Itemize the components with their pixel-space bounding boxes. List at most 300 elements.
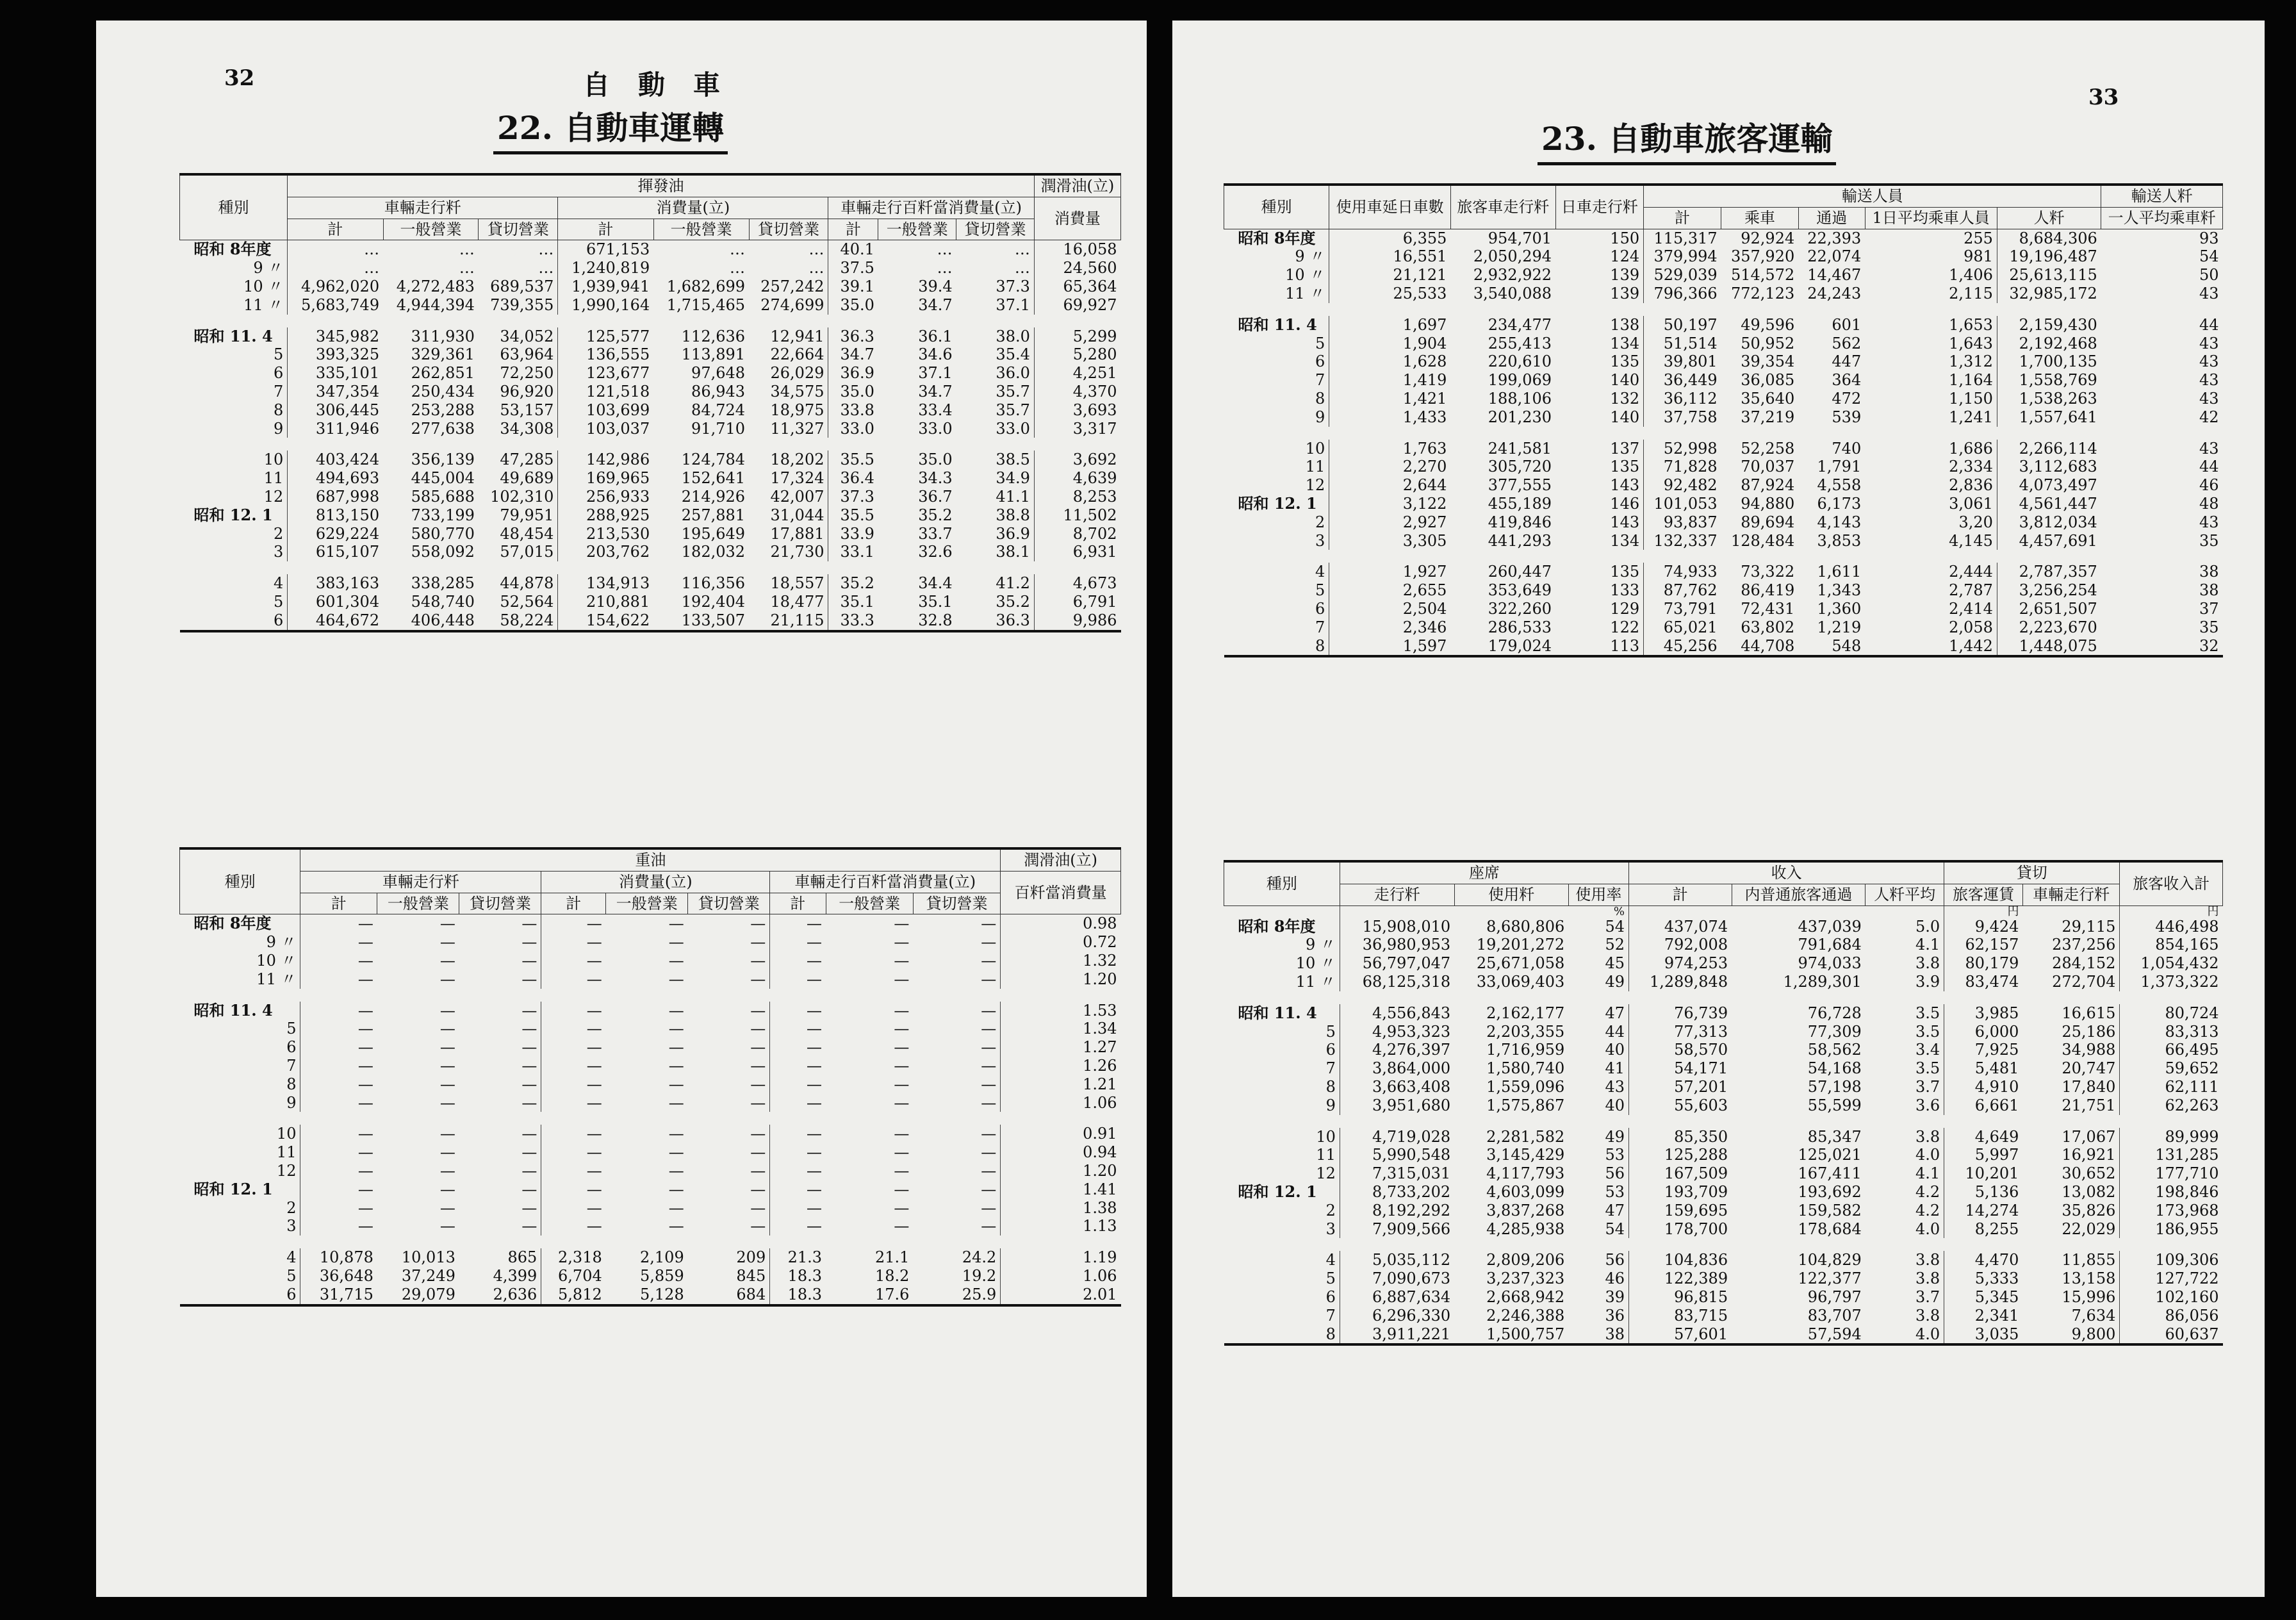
- table-cell: 16,551: [1329, 247, 1451, 266]
- table-cell: 4,276,397: [1340, 1041, 1454, 1059]
- table-cell: —: [770, 1038, 826, 1057]
- table-cell: 34.9: [996, 469, 1030, 488]
- table-cell: 96,920: [500, 382, 554, 401]
- table-cell: 66,495: [2120, 1041, 2223, 1059]
- table-cell: 34,988: [2062, 1041, 2116, 1059]
- table-cell: 41.2: [996, 574, 1030, 593]
- table-cell: …: [937, 240, 953, 259]
- table-cell: —: [981, 1125, 997, 1143]
- table-cell: 255: [1964, 229, 1993, 247]
- passenger-transport-table: [1224, 183, 2223, 657]
- table-cell: 3,540,088: [1473, 284, 1552, 302]
- table-cell: 6,931: [1034, 543, 1120, 561]
- spacer-cell: [180, 989, 1121, 1002]
- table-cell: 277,638: [411, 419, 475, 438]
- table-cell: —: [300, 1217, 377, 1236]
- table-cell: 4,251: [1034, 364, 1120, 383]
- table-cell: 29,115: [2062, 917, 2116, 936]
- table-cell: 104,829: [1798, 1251, 1862, 1269]
- table-cell: 43: [1605, 1077, 1625, 1096]
- table-cell: 974,033: [1798, 954, 1862, 973]
- table-cell: 16,921: [2062, 1146, 2116, 1164]
- table-cell: 140: [1610, 371, 1640, 390]
- table-cell: 37.3: [828, 488, 878, 506]
- table-cell: 1,763: [1329, 440, 1451, 458]
- table-cell: 272,704: [2052, 972, 2116, 991]
- table-cell: 103,037: [558, 420, 653, 438]
- table-cell: 121,518: [558, 383, 653, 401]
- table-cell: 4,603,099: [1486, 1182, 1565, 1201]
- table-cell: 791,684: [1798, 936, 1862, 954]
- table-cell: —: [894, 914, 910, 933]
- row-label: 10: [1316, 1127, 1336, 1146]
- table-cell: 72,431: [1741, 599, 1795, 618]
- table-cell: 601: [1832, 315, 1862, 334]
- table-cell: 2,932,922: [1473, 266, 1552, 285]
- table-cell: 77,309: [1807, 1022, 1862, 1041]
- table-cell: 34.7: [918, 382, 953, 401]
- table-cell: 124,784: [681, 450, 746, 469]
- column-header: 人粁平均: [1866, 884, 1944, 905]
- table-cell: 178,700: [1629, 1220, 1732, 1239]
- table-cell: 539: [1832, 408, 1862, 426]
- table-cell: 322,260: [1488, 599, 1552, 618]
- table-cell: 1,373,322: [2120, 973, 2223, 991]
- table-cell: 11,502: [1034, 506, 1120, 525]
- row-label: 3: [1315, 531, 1325, 550]
- table-cell: 34.7: [828, 345, 878, 364]
- table-cell: 4,673: [1034, 574, 1120, 593]
- table-cell: 792,008: [1629, 936, 1732, 954]
- table-cell: 48: [2199, 494, 2219, 513]
- table-cell: 39: [1605, 1287, 1625, 1306]
- table-cell: 5,035,112: [1340, 1251, 1454, 1269]
- table-cell: 4.2: [1915, 1182, 1940, 1201]
- table-cell: 42: [2199, 408, 2219, 426]
- row-label: 10 〃: [256, 951, 297, 970]
- spacer-cell: [1224, 303, 2223, 316]
- table-cell: 2,809,206: [1486, 1251, 1565, 1269]
- table-cell: 5,683,749: [288, 296, 383, 315]
- table-cell: —: [300, 933, 377, 952]
- table-cell: 548: [1832, 636, 1862, 655]
- table-row: [180, 1125, 1121, 1143]
- table-cell: 46: [1605, 1269, 1625, 1288]
- table-cell: 1,559,096: [1486, 1077, 1565, 1096]
- row-spacer: [180, 438, 1121, 450]
- table-cell: 740: [1832, 439, 1862, 458]
- table-cell: 1,557,641: [1997, 408, 2101, 427]
- table-cell: —: [770, 1199, 826, 1218]
- table-cell: 1,716,959: [1486, 1041, 1565, 1059]
- table-cell: 53,157: [500, 401, 554, 419]
- row-label: 10 〃: [243, 277, 284, 295]
- table-cell: 377,555: [1488, 476, 1552, 495]
- right-page: [1172, 21, 2265, 1597]
- table-cell: 14,274: [1944, 1202, 2023, 1220]
- table-cell: 169,965: [558, 469, 653, 488]
- table-cell: 21,115: [770, 611, 824, 629]
- table-cell: —: [894, 1180, 910, 1198]
- group-header: 輸送人粁: [2101, 185, 2223, 207]
- table-cell: 6,355: [1329, 229, 1451, 247]
- table-cell: 419,846: [1488, 513, 1552, 531]
- column-header: 消費量: [1034, 197, 1120, 240]
- table-cell: 6,887,634: [1340, 1288, 1454, 1307]
- table-cell: 3,20: [1958, 513, 1993, 531]
- table-row: [1224, 1288, 2223, 1307]
- row-label: 10: [263, 450, 284, 469]
- table-cell: 198,846: [2120, 1183, 2223, 1202]
- row-label: 11 〃: [1295, 972, 1336, 991]
- row-spacer: [180, 1112, 1121, 1125]
- table-cell: 558,092: [411, 543, 475, 561]
- table-row: [1224, 954, 2223, 973]
- table-row: [180, 1038, 1121, 1057]
- table-row: [180, 543, 1121, 561]
- table-cell: 379,994: [1644, 247, 1721, 266]
- table-cell: 34.7: [918, 295, 953, 314]
- table-cell: 41.1: [996, 487, 1030, 506]
- row-label: 2: [1315, 513, 1325, 531]
- table-cell: 140: [1610, 408, 1640, 426]
- table-title: 23. 自動車旅客運輸: [1538, 113, 1836, 165]
- group-header: 潤滑油(立): [1001, 848, 1121, 871]
- table-cell: 49: [1605, 1127, 1625, 1146]
- group-header: 座席: [1340, 861, 1628, 884]
- table-cell: 1.06: [1001, 1094, 1121, 1112]
- table-cell: 19.2: [962, 1266, 997, 1285]
- table-cell: 193,692: [1798, 1182, 1862, 1201]
- table-cell: 4,639: [1034, 469, 1120, 488]
- table-cell: —: [439, 1143, 455, 1162]
- table-cell: 13,082: [2062, 1182, 2116, 1201]
- table-title: 22. 自動車運轉: [493, 103, 728, 154]
- column-header: 乘車: [1721, 207, 1799, 229]
- table-row: [180, 525, 1121, 543]
- table-cell: 684: [736, 1285, 766, 1303]
- table-row: [1224, 247, 2223, 266]
- table-cell: 1,682,699: [666, 277, 746, 295]
- table-cell: 128,484: [1730, 531, 1795, 550]
- table-cell: 62,157: [1944, 936, 2023, 954]
- table-cell: 3,864,000: [1340, 1059, 1454, 1078]
- table-row: [180, 469, 1121, 488]
- table-cell: …: [808, 240, 824, 259]
- table-cell: 60,637: [2120, 1325, 2223, 1345]
- row-label: 7: [1315, 371, 1325, 390]
- table-cell: 3,145,429: [1486, 1146, 1565, 1164]
- table-cell: 36.0: [996, 364, 1030, 383]
- table-cell: 464,672: [288, 611, 383, 631]
- table-cell: 9,986: [1034, 611, 1120, 631]
- row-label: 9: [1325, 1096, 1336, 1114]
- table-row: [180, 611, 1121, 631]
- table-cell: 62,111: [2120, 1078, 2223, 1096]
- table-cell: 1,500,757: [1486, 1325, 1565, 1343]
- table-cell: 33.0: [996, 419, 1030, 438]
- table-cell: 209: [736, 1248, 766, 1267]
- table-cell: 54,168: [1807, 1059, 1862, 1078]
- row-label: 6: [1315, 599, 1325, 618]
- table-cell: —: [521, 933, 537, 952]
- table-cell: 0.72: [1001, 933, 1121, 952]
- table-cell: —: [750, 1093, 766, 1112]
- table-cell: —: [668, 951, 684, 970]
- table-cell: 845: [736, 1266, 766, 1285]
- table-cell: 195,649: [681, 524, 746, 543]
- table-cell: 6,173: [1817, 494, 1862, 513]
- table-row: [1224, 1251, 2223, 1269]
- table-cell: —: [894, 1198, 910, 1217]
- table-row: [1224, 637, 2223, 657]
- table-cell: 1,448,075: [1997, 637, 2101, 657]
- table-cell: 3.8: [1915, 1251, 1940, 1269]
- table-cell: 86,056: [2120, 1307, 2223, 1325]
- table-cell: —: [541, 1002, 606, 1020]
- table-cell: —: [439, 951, 455, 970]
- table-cell: 4,272,483: [396, 277, 475, 295]
- table-cell: 1,611: [1817, 563, 1862, 581]
- table-row: [1224, 618, 2223, 637]
- table-cell: —: [668, 1198, 684, 1217]
- table-row: [180, 506, 1121, 525]
- table-cell: —: [750, 914, 766, 933]
- table-row: [1224, 1004, 2223, 1023]
- table-cell: 1,312: [1949, 352, 1993, 371]
- table-cell: 15,996: [2062, 1287, 2116, 1306]
- table-cell: 36.9: [828, 364, 878, 383]
- table-cell: 345,982: [288, 327, 383, 346]
- row-label: 11: [1316, 1146, 1336, 1164]
- table-cell: 46: [2199, 476, 2219, 495]
- table-cell: 73,322: [1741, 563, 1795, 581]
- table-cell: —: [439, 1075, 455, 1093]
- table-cell: 102,310: [490, 487, 554, 506]
- table-cell: 63,964: [500, 345, 554, 364]
- table-cell: 1,150: [1949, 389, 1993, 408]
- table-cell: 35.2: [996, 592, 1030, 611]
- table-cell: 3,985: [1944, 1004, 2023, 1023]
- table-cell: —: [894, 1217, 910, 1236]
- table-row: [180, 1180, 1121, 1199]
- row-label: 2: [1325, 1201, 1336, 1219]
- table-cell: 44: [2199, 458, 2219, 476]
- table-cell: 5,997: [1944, 1146, 2023, 1164]
- table-cell: 24,560: [1034, 259, 1120, 277]
- table-cell: 31,715: [300, 1285, 377, 1305]
- table-cell: —: [300, 1057, 377, 1075]
- table-cell: 48,454: [500, 524, 554, 543]
- row-label: 10: [1305, 439, 1325, 458]
- table-row: [1224, 1164, 2223, 1183]
- column-header: 日車走行粁: [1555, 185, 1644, 229]
- row-label: 2: [273, 524, 284, 543]
- page-number: 33: [2088, 85, 2119, 110]
- table-cell: 1,597: [1329, 637, 1451, 657]
- unit-cell: 円: [2120, 905, 2223, 918]
- table-cell: 305,720: [1488, 458, 1552, 476]
- column-header: 旅客收入計: [2120, 861, 2223, 905]
- table-cell: 17,067: [2062, 1127, 2116, 1146]
- table-cell: —: [300, 1125, 377, 1143]
- column-header: 旅客車走行粁: [1450, 185, 1555, 229]
- table-cell: 22,074: [1807, 247, 1862, 266]
- table-cell: 36.9: [996, 524, 1030, 543]
- table-cell: 129: [1610, 599, 1640, 618]
- column-header: 計: [300, 893, 377, 914]
- table-cell: 213,530: [558, 525, 653, 543]
- table-cell: —: [300, 1162, 377, 1180]
- table-cell: 32.6: [918, 543, 953, 561]
- table-cell: 135: [1610, 458, 1640, 476]
- table-cell: 34.6: [918, 345, 953, 364]
- table-cell: …: [459, 240, 475, 259]
- table-cell: 131,285: [2120, 1146, 2223, 1164]
- table-cell: —: [541, 1038, 606, 1057]
- table-cell: 2,223,670: [1997, 618, 2101, 637]
- table-cell: 39.1: [828, 277, 878, 296]
- table-cell: —: [770, 1125, 826, 1143]
- unit-cell: [2022, 905, 2119, 918]
- section-heading: 自動車: [583, 69, 749, 101]
- table-cell: 6,791: [1034, 593, 1120, 611]
- table-cell: —: [750, 1217, 766, 1236]
- table-cell: 1,653: [1949, 315, 1993, 334]
- table-cell: 101,053: [1644, 495, 1721, 513]
- table-cell: —: [439, 1056, 455, 1075]
- table-cell: 182,032: [681, 543, 746, 561]
- table-cell: 8,255: [1944, 1220, 2023, 1239]
- table-cell: —: [521, 1020, 537, 1038]
- table-cell: —: [300, 1038, 377, 1057]
- table-cell: 445,004: [411, 469, 475, 488]
- table-cell: —: [439, 1161, 455, 1180]
- table-cell: 35.0: [828, 383, 878, 401]
- table-cell: 150: [1610, 229, 1640, 247]
- table-cell: 38: [2199, 563, 2219, 581]
- table-cell: —: [439, 1001, 455, 1020]
- table-cell: 57,201: [1629, 1078, 1732, 1096]
- row-label: 6: [1325, 1041, 1336, 1059]
- column-header: 計: [828, 219, 878, 240]
- table-cell: 1,442: [1949, 636, 1993, 655]
- table-cell: 7,925: [1944, 1041, 2023, 1059]
- table-cell: 80,179: [1944, 954, 2023, 973]
- row-label: 昭和 8年度: [193, 914, 272, 933]
- table-cell: —: [981, 933, 997, 952]
- table-cell: 37.3: [996, 277, 1030, 295]
- table-cell: —: [668, 933, 684, 952]
- table-cell: —: [770, 970, 826, 989]
- table-cell: 143: [1610, 513, 1640, 531]
- table-cell: 562: [1832, 334, 1862, 352]
- column-header: 計: [1644, 207, 1721, 229]
- table-cell: 91,710: [691, 419, 746, 438]
- table-cell: 257,242: [760, 277, 824, 295]
- table-cell: 94,880: [1741, 494, 1795, 513]
- table-cell: 1,360: [1817, 599, 1862, 618]
- row-label: 5: [273, 345, 284, 364]
- table-cell: 813,150: [288, 506, 383, 525]
- table-cell: —: [439, 1125, 455, 1143]
- table-cell: …: [288, 240, 383, 259]
- table-cell: 865: [507, 1248, 537, 1267]
- table-cell: —: [521, 1056, 537, 1075]
- column-header: 一般營業: [606, 893, 688, 914]
- table-cell: —: [439, 1038, 455, 1057]
- table-cell: 85,347: [1807, 1127, 1862, 1146]
- row-label: 11: [263, 469, 284, 488]
- table-cell: 1,240,819: [558, 259, 653, 277]
- table-cell: 4,370: [1034, 383, 1120, 401]
- row-label: 5: [1325, 1269, 1336, 1288]
- table-cell: 1.20: [1001, 970, 1121, 989]
- table-row: [1224, 229, 2223, 247]
- row-spacer: [1224, 1238, 2223, 1251]
- spacer-cell: [180, 1112, 1121, 1125]
- row-label: 9 〃: [1295, 247, 1325, 266]
- table-cell: 1,990,164: [558, 296, 653, 315]
- table-cell: —: [668, 914, 684, 933]
- table-cell: —: [981, 1075, 997, 1093]
- table-cell: 65,021: [1644, 618, 1721, 637]
- table-cell: 286,533: [1488, 618, 1552, 636]
- table-cell: 24.2: [962, 1248, 997, 1267]
- table-cell: —: [668, 1038, 684, 1057]
- row-label: 12: [1305, 476, 1325, 495]
- table-cell: 15,908,010: [1340, 918, 1454, 936]
- table-cell: 3.4: [1915, 1041, 1940, 1059]
- table-cell: —: [300, 952, 377, 970]
- table-cell: —: [894, 970, 910, 988]
- table-cell: 124: [1610, 247, 1640, 266]
- table-cell: 437,074: [1629, 918, 1732, 936]
- table-cell: 3,692: [1034, 450, 1120, 469]
- table-cell: 1,686: [1949, 439, 1993, 458]
- row-label: 昭和 8年度: [1238, 916, 1316, 936]
- table-cell: 954,701: [1488, 229, 1552, 247]
- table-row: [1224, 371, 2223, 390]
- table-row: [1224, 1146, 2223, 1164]
- table-cell: 36.3: [996, 611, 1030, 629]
- unit-cell: [1866, 905, 1944, 918]
- table-cell: —: [981, 1001, 997, 1020]
- table-cell: —: [770, 1162, 826, 1180]
- seats-revenue-table: [1224, 860, 2223, 1346]
- row-spacer: [180, 315, 1121, 327]
- table-cell: 85,350: [1629, 1128, 1732, 1146]
- column-header: 使用粁: [1454, 884, 1568, 905]
- table-cell: 159,582: [1798, 1201, 1862, 1219]
- table-cell: 1,241: [1949, 408, 1993, 426]
- table-cell: —: [750, 1056, 766, 1075]
- row-spacer: [1224, 991, 2223, 1004]
- table-cell: —: [770, 1094, 826, 1112]
- table-cell: 472: [1832, 389, 1862, 408]
- table-cell: 52: [1605, 936, 1625, 954]
- column-header: 貸切營業: [479, 219, 558, 240]
- table-cell: 3.8: [1915, 1269, 1940, 1288]
- table-cell: 2.01: [1001, 1285, 1121, 1305]
- table-cell: 8,253: [1034, 488, 1120, 506]
- table-cell: —: [300, 1020, 377, 1038]
- table-cell: 58,224: [500, 611, 554, 629]
- table-cell: 37.5: [828, 259, 878, 277]
- table-cell: 2,414: [1949, 599, 1993, 618]
- table-cell: 1,289,301: [1783, 972, 1862, 991]
- table-cell: 25.9: [962, 1285, 997, 1303]
